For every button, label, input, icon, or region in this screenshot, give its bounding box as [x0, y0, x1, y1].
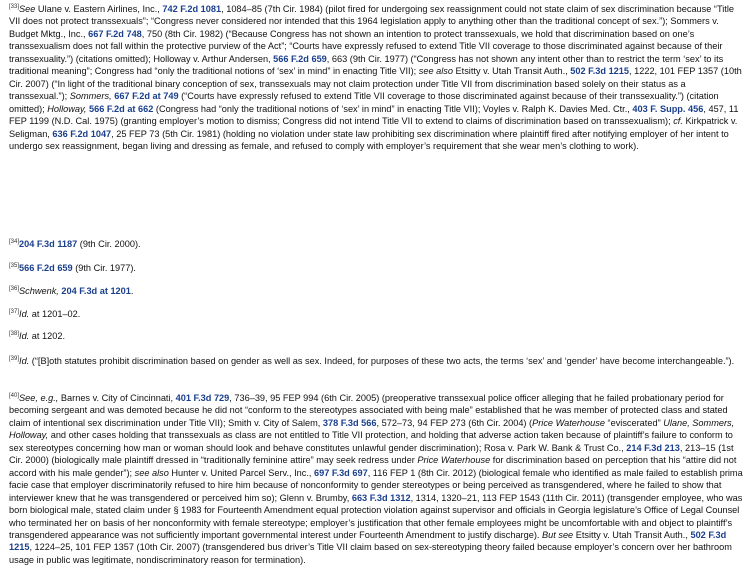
- italic-text: see also: [418, 66, 453, 77]
- footnote-number: [40]: [9, 392, 20, 399]
- footnote-text: (“[B]oth statutes prohibit discrimination based on gender as well as sex. Indeed, for purposes of these two acts, the terms ‘sex’ and ‘gender’ have become interchangeable.”).: [29, 356, 735, 366]
- italic-text: But see: [542, 529, 574, 540]
- footnote-33: [9, 3, 745, 152]
- footnote-text: Ulane v. Eastern Airlines, Inc.,: [35, 4, 163, 14]
- footnote-text: at 1201–02.: [29, 309, 81, 319]
- italic-text: Price Waterhouse: [417, 455, 491, 466]
- footnote-text: , 736–39, 95 FEP 994 (6th Cir. 2005) (preoperative transsexual police officer alleging that he failed probationary period for becoming sergeant and was demoted because he did not “conform to the stereotypes associated with being male” established that he was member of protected class and stated claim of intentional sex discrimination under Title VII); Smith v. City of Salem,: [9, 393, 728, 428]
- citation-link[interactable]: 401 F.3d 729: [175, 393, 230, 403]
- footnote-text: , 1224–25, 101 FEP 1357 (10th Cir. 2007) (transgendered bus driver’s Title VII claim based on sex-stereotyping theory failed because employer’s concern over her bathroom usage in public was legitimate, nondiscriminatory reason for termination).: [9, 542, 732, 565]
- footnote-text: for discrimination based on perception that his “attire did not accord with his male gender”);: [9, 455, 737, 478]
- footnote-text: , 457, 11 FEP 1199 (N.D. Cal. 1975) (granting employer’s motion to dismiss; Congress did not intend Title VII to extend to claims of discrimination based on transsexualism);: [9, 103, 739, 127]
- footnote-text: , 750 (8th Cir. 1982) (“Because Congress has not shown an intention to protect transsexuals, we hold that discrimination based on one’s transsexualism does not fall within the protective purview of the Act”; “Courts have expressly refused to extend Title VII coverage to those discriminated against because of their transsexuality.”) (citations omitted); Holloway v. Arthur Andersen,: [9, 28, 723, 64]
- footnote-text: (9th Cir. 1977).: [72, 263, 136, 273]
- footnote-text: Etsitty v. Utah Transit Auth.,: [573, 529, 691, 540]
- footnote-text: at 1202.: [29, 331, 65, 341]
- footnote-text: , 213–15 (1st Cir. 2000) (biologically male plaintiff dressed in “traditionally feminine attire” may seek redress under: [9, 442, 734, 466]
- footnote-38: [9, 330, 745, 342]
- italic-text: Id.: [19, 331, 30, 341]
- citation-link[interactable]: 403 F. Supp. 456: [632, 103, 704, 114]
- footnote-text: , 1084–85 (7th Cir. 1984) (pilot fired for undergoing sex reassignment could not state claim of sex discrimination because “Title VII does not protect transsexuals”; “Congress never considered nor intended that this 1964 legislation apply to anything other than the traditional concept of sex.”); Sommers v. Budget Mktg., Inc.,: [9, 4, 735, 39]
- citation-link[interactable]: 697 F.3d 697: [314, 467, 368, 478]
- footnote-text: , 572–73, 94 FEP 273 (6th Cir. 2004) (: [376, 417, 533, 428]
- footnote-text: , 1222, 101 FEP 1357 (10th Cir. 2007) (“In light of the traditional binary conception of sex, transsexuals may not claim protection under Title VII from discrimination based solely on their status as a transsexual.”);: [9, 66, 742, 102]
- footnote-35: [9, 262, 745, 274]
- citation-link[interactable]: 566 F.2d 659: [19, 263, 73, 273]
- italic-text: See, e.g.,: [19, 393, 59, 403]
- citation-link[interactable]: 667 F.2d at 749: [114, 91, 179, 102]
- footnote-text: and other cases holding that transsexuals as class are not entitled to Title VII protection, and holding that adverse action taken because of plaintiff’s failure to conform to sex stereotypes concerning how man or woman should look and behave constitutes unlawful gender discrimination); Rosa v. Park W. Bank & Trust Co.,: [9, 430, 733, 453]
- footnote-36: [9, 285, 745, 297]
- footnote-text: Hunter v. United Parcel Serv., Inc.,: [168, 467, 315, 478]
- footnote-text: , 25 FEP 73 (5th Cir. 1981) (holding no violation under state law prohibiting sex discrimination where plaintiff fired after notifying employer of her intent to undergo sex reassignment, began living and dressing as female, and refused to comply with employer’s requirement that she wear men’s clothing to work).: [9, 128, 729, 151]
- footnote-text: Kirkpatrick v. Seligman,: [9, 116, 738, 139]
- footnote-37: [9, 308, 745, 320]
- citation-link[interactable]: 667 F.2d 748: [88, 28, 142, 39]
- citation-link[interactable]: 204 F.3d at 1201: [61, 286, 131, 296]
- footnote-text: (9th Cir. 2000).: [77, 239, 141, 249]
- italic-text: see also: [134, 467, 169, 478]
- footnote-text: Etsitty v. Utah Transit Auth.,: [452, 66, 571, 77]
- footnote-40: [9, 392, 745, 566]
- citation-link[interactable]: 204 F.3d 1187: [19, 239, 78, 249]
- citation-link[interactable]: 214 F.3d 213: [626, 442, 680, 453]
- footnote-number: [34]: [9, 238, 20, 245]
- footnote-34: [9, 238, 745, 250]
- citation-link[interactable]: 566 F.2d at 662: [89, 103, 154, 114]
- italic-text: Sommers,: [69, 91, 112, 102]
- footnote-text: (Congress had “only the traditional notions of ‘sex’ in mind” in enacting Title VII); Voyles v. Ralph K. Davies Med. Ctr.,: [153, 103, 633, 114]
- footnote-text: “eviscerated”: [604, 417, 664, 428]
- footnote-number: [37]: [9, 308, 20, 315]
- footnote-number: [36]: [9, 285, 20, 292]
- italic-text: Ulane, Sommers, Holloway,: [9, 417, 735, 441]
- italic-text: Id.: [19, 356, 30, 366]
- citation-link[interactable]: 636 F.2d 1047: [52, 128, 112, 139]
- footnote-number: [33]: [9, 3, 20, 10]
- citation-link[interactable]: 378 F.3d 566: [322, 417, 377, 428]
- footnote-text: (“Courts have expressly refused to extend Title VII coverage to those discriminated against because of their transsexuality.”) (citation omitted);: [9, 91, 719, 114]
- italic-text: Id.: [19, 309, 30, 319]
- citation-link[interactable]: 502 F.3d 1215: [9, 529, 727, 553]
- citation-link[interactable]: 663 F.3d 1312: [351, 492, 411, 503]
- footnote-text: , 1314, 1320–21, 113 FEP 1543 (11th Cir. 2011) (transgender employee, who was born biological male, stated claim under § 1983 for Fourteenth Amendment equal protection violation against supervisor and officials in Georgia legislature’s Office of Legal Counsel who terminated her on basis of her nonconformity with female stereotype; employer’s justification that other female employees might be uncomfortable with and object to plaintiff’s transgendered appearance was not sufficiently important governmental interest under Fourteenth Amendment to justify discharge).: [9, 492, 743, 540]
- footnote-number: [39]: [9, 355, 20, 362]
- footnote-number: [38]: [9, 330, 20, 337]
- footnote-text: , 663 (9th Cir. 1977) (“Congress has not shown any intent other than to restrict the term ‘sex’ to its traditional meaning”; Congress had “only the traditional notions of ‘sex’ in mind” in enacting Title VII);: [9, 53, 724, 77]
- italic-text: Schwenk,: [19, 286, 59, 296]
- italic-text: cf.: [673, 116, 683, 127]
- footnote-text: .: [130, 286, 134, 296]
- italic-text: See: [19, 4, 36, 14]
- footnote-text: Barnes v. City of Cincinnati,: [58, 393, 176, 403]
- footnote-number: [35]: [9, 262, 20, 269]
- citation-link[interactable]: 566 F.2d 659: [273, 53, 327, 64]
- italic-text: Holloway,: [47, 103, 87, 114]
- footnote-39: [9, 355, 745, 367]
- citation-link[interactable]: 742 F.2d 1081: [162, 4, 222, 14]
- italic-text: Price Waterhouse: [532, 417, 605, 428]
- footnote-text: , 116 FEP 1 (8th Cir. 2012) (biological female who identified as male failed to establish prima facie case that employer discriminatorily refused to hire him because of nonconformity to gender stereotypes or being perceived as transgendered, where he failed to show that interviewer knew that he was transgendered or perceived him so); Glenn v. Brumby,: [9, 467, 743, 503]
- citation-link[interactable]: 502 F.3d 1215: [570, 66, 630, 77]
